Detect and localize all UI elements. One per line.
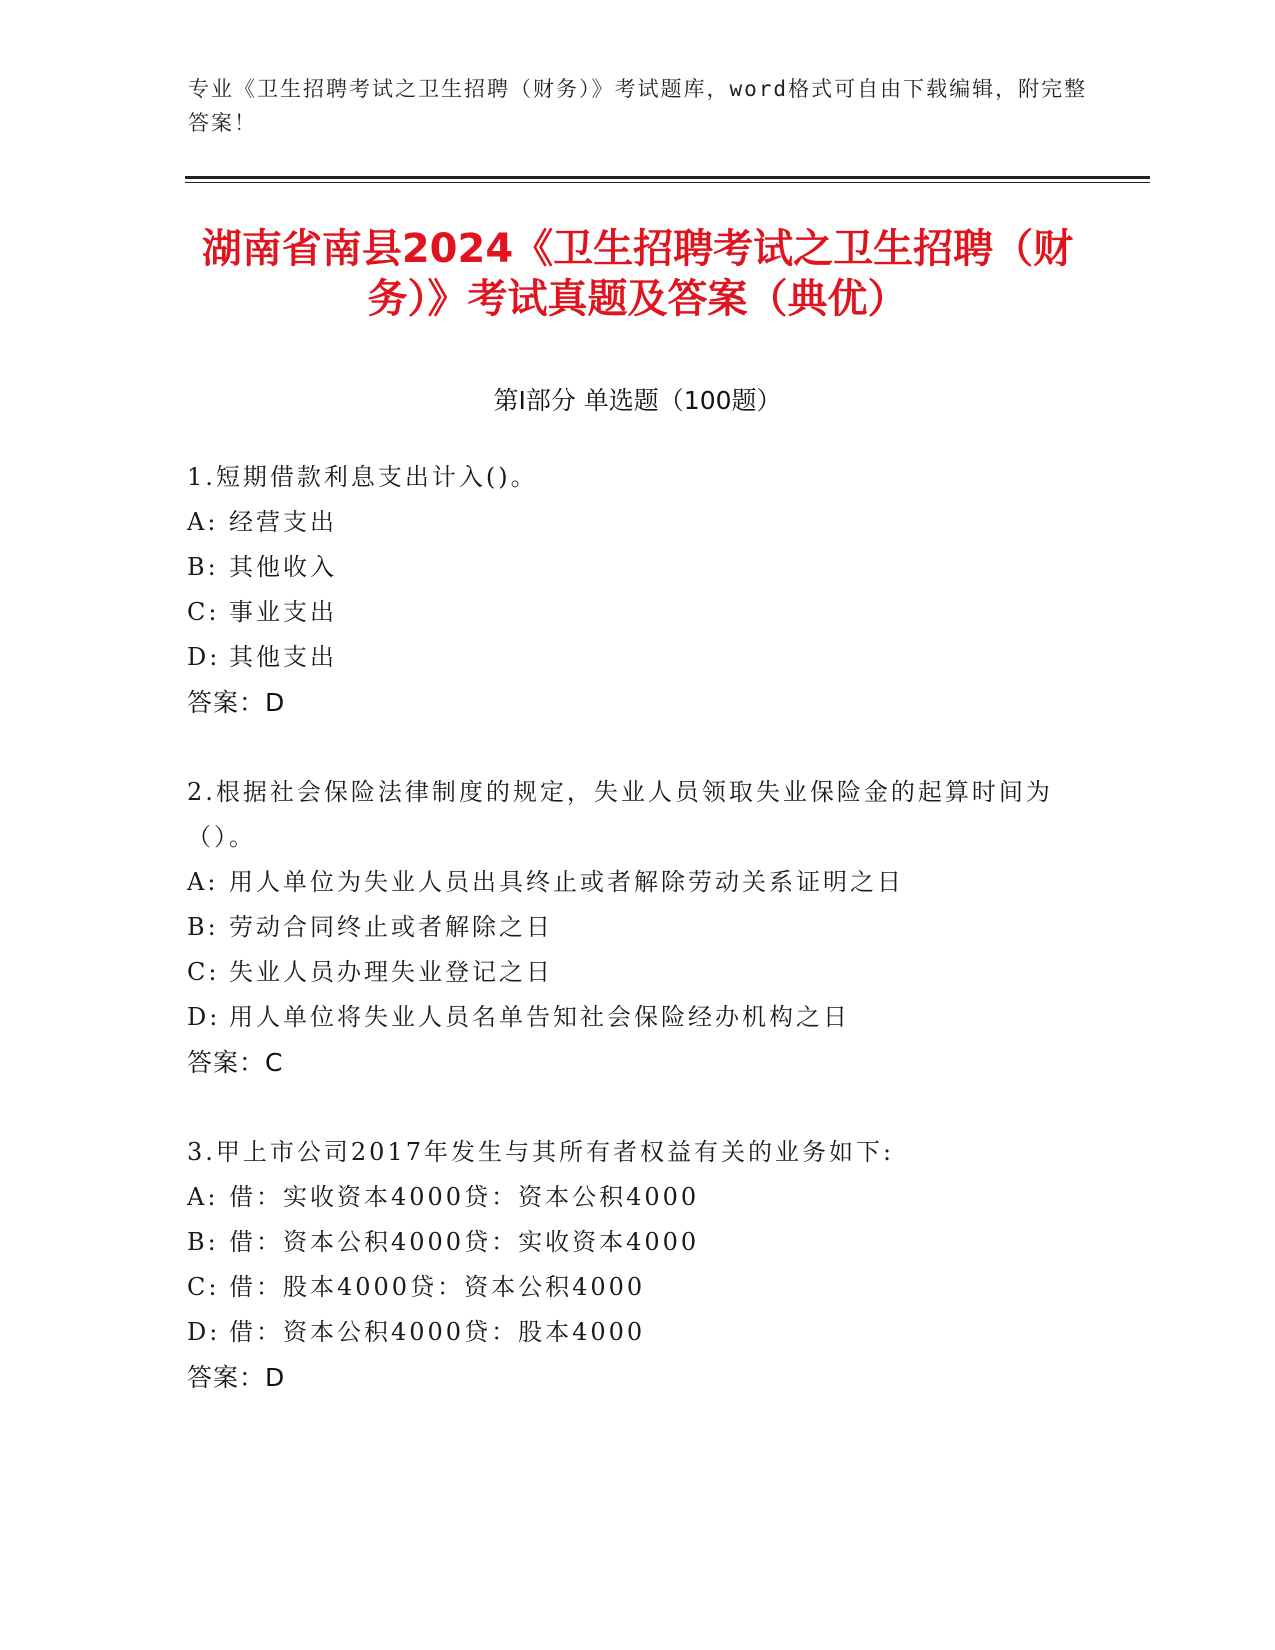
option-label: B: [187, 913, 219, 941]
option-label: C: [187, 1273, 220, 1301]
question-2 [187, 770, 1067, 1085]
option-b [187, 1220, 1067, 1265]
option-d [187, 995, 1067, 1040]
option-label: B: [187, 553, 219, 581]
option-text: 经营支出 [229, 508, 337, 536]
document-title: 湖南省南县2024《卫生招聘考试之卫生招聘（财务）》考试真题及答案（典优） [201, 226, 1074, 322]
header-divider-thin [185, 182, 1150, 183]
option-label: D: [187, 1318, 221, 1346]
header-divider-thick [185, 176, 1150, 179]
option-a [187, 1175, 1067, 1220]
option-d [187, 635, 1067, 680]
answer: 答案：D [187, 688, 286, 717]
option-label: C: [187, 598, 220, 626]
option-label: A: [187, 868, 219, 896]
question-3 [187, 1130, 1067, 1400]
option-c [187, 950, 1067, 995]
question-stem: 2.根据社会保险法律制度的规定，失业人员领取失业保险金的起算时间为（）。 [187, 778, 1053, 851]
option-text: 用人单位将失业人员名单告知社会保险经办机构之日 [229, 1003, 850, 1031]
question-stem: 3.甲上市公司2017年发生与其所有者权益有关的业务如下: [187, 1138, 895, 1166]
answer: 答案：C [187, 1048, 284, 1077]
option-text: 借：资本公积4000贷：股本4000 [229, 1318, 646, 1346]
option-c [187, 590, 1067, 635]
option-text: 其他支出 [229, 643, 337, 671]
option-label: A: [187, 508, 219, 536]
option-text: 劳动合同终止或者解除之日 [229, 913, 553, 941]
option-b [187, 905, 1067, 950]
option-label: D: [187, 1003, 221, 1031]
option-a [187, 500, 1067, 545]
option-c [187, 1265, 1067, 1310]
option-label: A: [187, 1183, 219, 1211]
option-b [187, 545, 1067, 590]
answer: 答案：D [187, 1363, 286, 1392]
option-text: 失业人员办理失业登记之日 [229, 958, 553, 986]
header-note: 专业《卫生招聘考试之卫生招聘（财务）》考试题库，word格式可自由下载编辑，附完整答案！ [188, 77, 1088, 135]
option-text: 其他收入 [229, 553, 337, 581]
option-text: 借：股本4000贷：资本公积4000 [229, 1273, 646, 1301]
option-text: 借：资本公积4000贷：实收资本4000 [229, 1228, 700, 1256]
option-label: D: [187, 643, 221, 671]
option-d [187, 1310, 1067, 1355]
question-stem: 1.短期借款利息支出计入()。 [187, 463, 538, 491]
option-label: C: [187, 958, 220, 986]
option-text: 借：实收资本4000贷：资本公积4000 [229, 1183, 700, 1211]
option-label: B: [187, 1228, 219, 1256]
option-text: 事业支出 [229, 598, 337, 626]
option-a [187, 860, 1067, 905]
option-text: 用人单位为失业人员出具终止或者解除劳动关系证明之日 [229, 868, 904, 896]
question-1 [187, 455, 1067, 725]
section-title: 第Ⅰ部分 单选题（100题） [493, 386, 782, 415]
